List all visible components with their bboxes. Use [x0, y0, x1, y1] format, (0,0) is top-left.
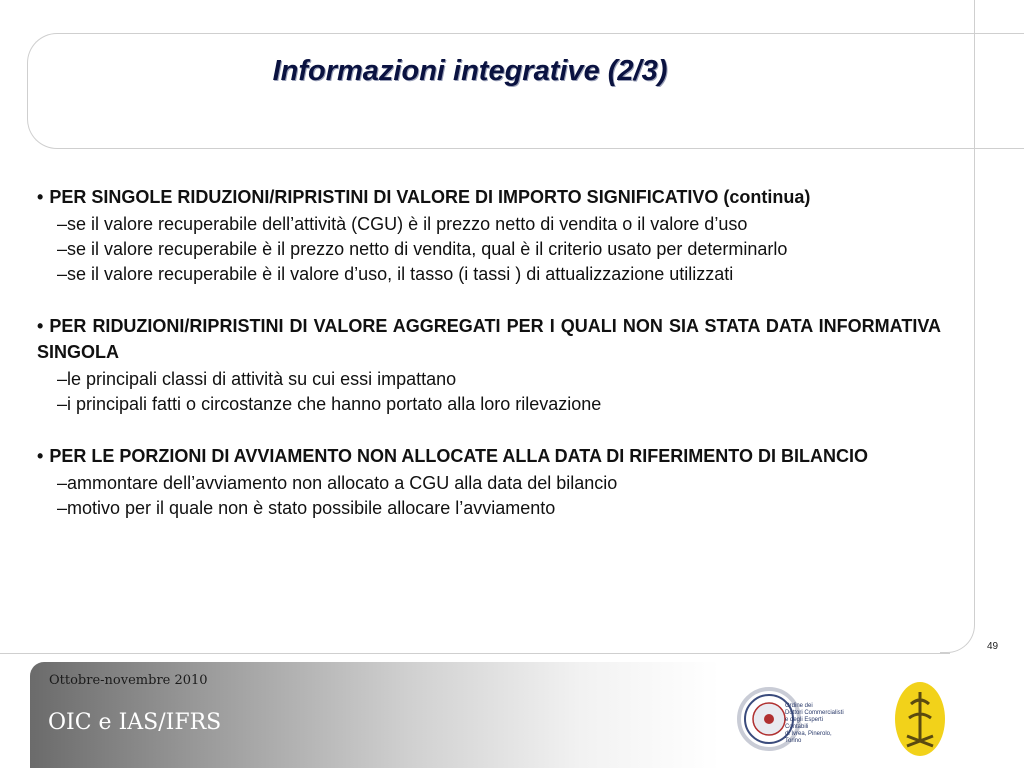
right-frame	[940, 0, 975, 653]
logo-line: e degli Esperti Contabili	[785, 717, 824, 730]
logo-line: Ordine dei	[785, 703, 813, 709]
page-number: 49	[987, 641, 999, 652]
slide-title: Informazioni integrative (2/3)	[272, 55, 668, 87]
list-item: –motivo per il quale non è stato possibile allocare l’avviamento	[57, 498, 556, 518]
odc-logo-text	[785, 703, 845, 745]
slide-content	[37, 184, 941, 547]
section-heading-text: PER SINGOLE RIDUZIONI/RIPRISTINI DI VALORE DI IMPORTO SIGNIFICATIVO (continua)	[49, 187, 811, 207]
bullet-dot: •	[37, 316, 44, 336]
bottom-frame-line	[0, 653, 950, 654]
logo-line: di Ivrea, Pinerolo, Torino	[785, 731, 832, 744]
section-heading	[37, 184, 941, 210]
section-2	[37, 313, 941, 415]
logo-line: Dottori Commercialisti	[785, 710, 844, 716]
list-item: –se il valore recuperabile dell’attività (CGU) è il prezzo netto di vendita o il valore d’uso	[57, 214, 748, 234]
section-heading-text: PER RIDUZIONI/RIPRISTINI DI VALORE AGGREGATI PER I QUALI NON SIA STATA DATA INFORMATIVA SINGOLA	[37, 316, 941, 362]
bullet-dot: •	[37, 187, 44, 207]
list-item: –le principali classi di attività su cui essi impattano	[57, 369, 457, 389]
yellow-emblem-icon	[893, 680, 947, 758]
list-item: –se il valore recuperabile è il prezzo netto di vendita, qual è il criterio usato per determinarlo	[57, 239, 788, 259]
list-item: –se il valore recuperabile è il valore d’uso, il tasso (i tassi ) di attualizzazione utilizzati	[57, 264, 734, 284]
section-3	[37, 443, 941, 519]
list-item: –ammontare dell’avviamento non allocato a CGU alla data del bilancio	[57, 473, 618, 493]
footer-date: Ottobre-novembre 2010	[49, 673, 208, 688]
section-heading-text: PER LE PORZIONI DI AVVIAMENTO NON ALLOCATE ALLA DATA DI RIFERIMENTO DI BILANCIO	[49, 446, 868, 466]
list-item: –i principali fatti o circostanze che hanno portato alla loro rilevazione	[57, 394, 602, 414]
section-1	[37, 184, 941, 285]
footer-brand: OIC e IAS/IFRS	[48, 710, 222, 735]
section-heading	[37, 313, 941, 365]
section-heading	[37, 443, 941, 469]
title-frame	[27, 33, 1024, 149]
bullet-dot: •	[37, 446, 44, 466]
